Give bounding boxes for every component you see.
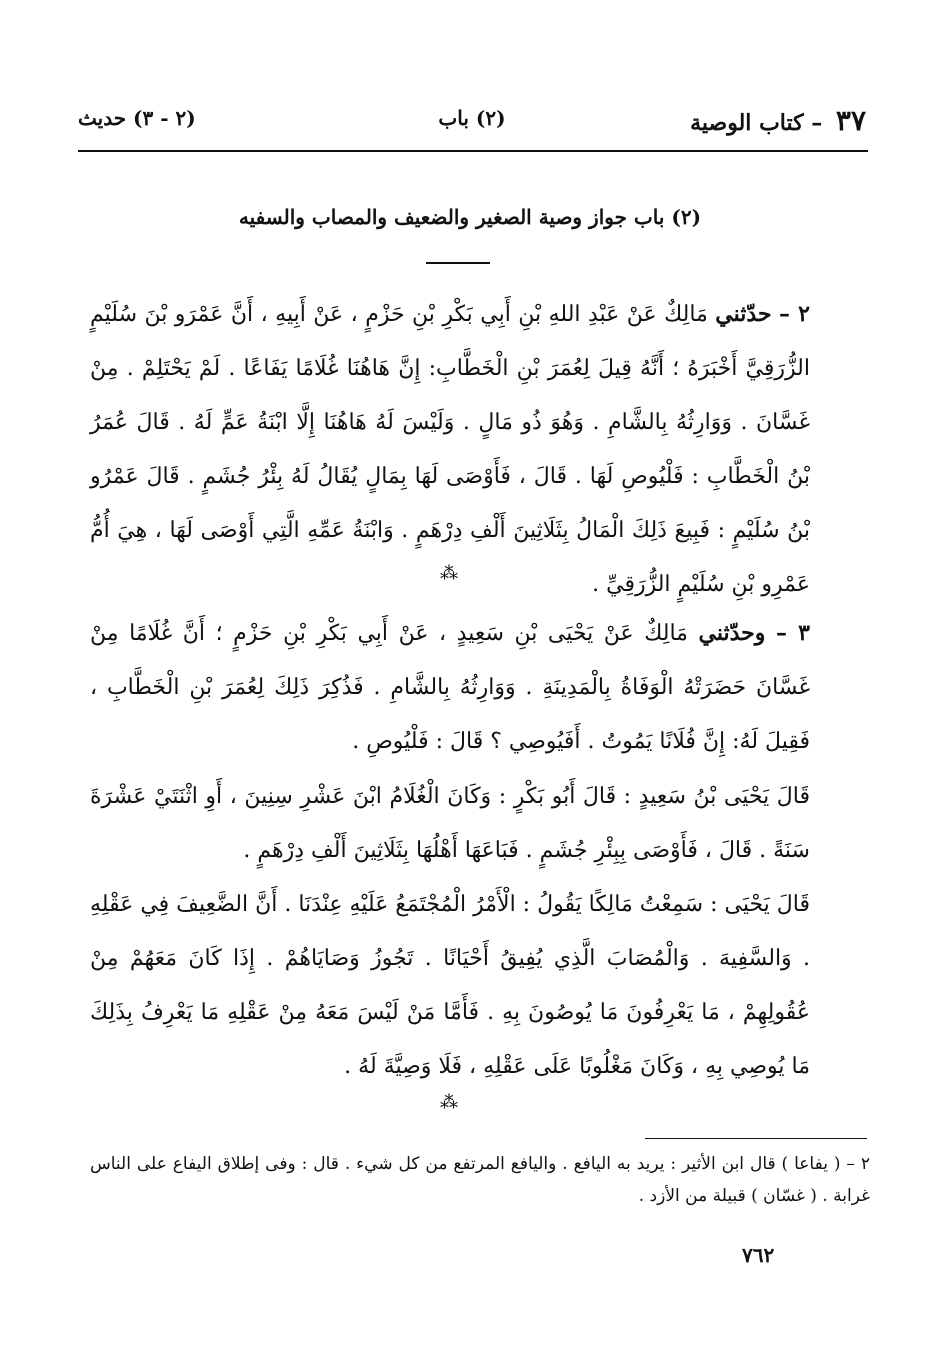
hadith-lead-word: وحدّثني — [698, 620, 766, 646]
hadith-paragraph — [90, 606, 810, 769]
separator-stars: ⁂ — [440, 563, 456, 584]
header-book-name: – كتاب الوصية — [690, 110, 823, 136]
footnote: ٢ – ( يفاعا ) قال ابن الأثير : يريد به اليافع . واليافع المرتفع من كل شيء . قال : وفى إطلاق اليفاع على الناس غرابة . ( غسّان ) قبيلة من الأزد . — [90, 1154, 870, 1206]
chapter-title: (٢) باب جواز وصية الصغير والضعيف والمصاب والسفيه — [238, 205, 702, 229]
hadith-number: ٢ – — [779, 301, 810, 327]
page-number: ٧٦٢ — [742, 1243, 775, 1267]
hadith-number: ٣ – — [775, 620, 810, 646]
separator-stars: ⁂ — [440, 1092, 456, 1113]
running-header — [78, 104, 866, 148]
title-rule — [426, 262, 490, 264]
commentary-paragraph: قَالَ يَحْيَى بْنُ سَعِيدٍ : قَالَ أَبُو بَكْرٍ : وَكَانَ الْغُلَامُ ابْنَ عَشْرِ سِنِينَ ، أَوِ اثْنَتَيْ عَشْرَةَ سَنَةً . قَالَ ، فَأَوْصَى بِبِئْرِ جُشَمٍ . فَبَاعَهَا أَهْلُهَا بِثَلَاثِينَ أَلْفِ دِرْهَمٍ . — [90, 784, 810, 863]
header-chapter: (٢) باب — [438, 106, 506, 130]
header-rule — [78, 150, 868, 152]
header-page-code: ٣٧ — [835, 104, 866, 137]
hadith-text: مَالِكٌ عَنْ يَحْيَى بْنِ سَعِيدٍ ، عَنْ أَبِي بَكْرِ بْنِ حَزْمٍ ؛ أَنَّ غُلَامًا مِنْ غَسَّانَ حَضَرَتْهُ الْوَفَاةُ بِالْمَدِينَةِ . وَوَارِثُهُ بِالشَّامِ . فَذُكِرَ ذَلِكَ لِعُمَرَ بْنِ الْخَطَّابِ ، فَقِيلَ لَهُ: إِنَّ فُلَانًا يَمُوتُ . أَفَيُوصِي ؟ قَالَ : فَلْيُوصِ . — [90, 621, 810, 754]
footnote-rule — [645, 1138, 867, 1139]
hadith-lead-word: حدّثني — [715, 301, 772, 327]
header-hadith-range: (٢ - ٣) حديث — [78, 106, 196, 130]
header-book-title — [690, 104, 866, 137]
commentary-paragraph: قَالَ يَحْيَى : سَمِعْتُ مَالِكًا يَقُولُ : الْأَمْرُ الْمُجْتَمَعُ عَلَيْهِ عِنْدَنَا . أَنَّ الضَّعِيفَ فِي عَقْلِهِ . وَالسَّفِيهَ . وَالْمُصَابَ الَّذِي يُفِيقُ أَحْيَانًا . تَجُوزُ وَصَايَاهُمْ . إِذَا كَانَ مَعَهُمْ مِنْ عُقُولِهِمْ ، مَا يَعْرِفُونَ مَا يُوصُونَ بِهِ . فَأَمَّا مَنْ لَيْسَ مَعَهُ مِنْ عَقْلِهِ مَا يَعْرِفُ بِذَلِكَ مَا يُوصِي بِهِ ، وَكَانَ مَغْلُوبًا عَلَى عَقْلِهِ ، فَلَا وَصِيَّةَ لَهُ . — [90, 892, 810, 1079]
hadith-text: مَالِكٌ عَنْ عَبْدِ اللهِ بْنِ أَبِي بَكْرِ بْنِ حَزْمٍ ، عَنْ أَبِيهِ ، أَنَّ عَمْرَو بْنَ سُلَيْمٍ الزُّرَقِيَّ أَخْبَرَهُ ؛ أَنَّهُ قِيلَ لِعُمَرَ بْنِ الْخَطَّابِ: إِنَّ هَاهُنَا غُلَامًا يَفَاعًا . لَمْ يَحْتَلِمْ . مِنْ غَسَّانَ . وَوَارِثُهُ بِالشَّامِ . وَهُوَ ذُو مَالٍ . وَلَيْسَ لَهُ هَاهُنَا إِلَّا ابْنَةُ عَمٍّ لَهُ . قَالَ عُمَرُ بْنُ الْخَطَّابِ : فَلْيُوصِ لَهَا . قَالَ ، فَأَوْصَى لَهَا بِمَالٍ يُقَالُ لَهُ بِئْرُ جُشَمٍ . قَالَ عَمْرُو بْنُ سُلَيْمٍ : فَبِيعَ ذَلِكَ الْمَالُ بِثَلَاثِينَ أَلْفِ دِرْهَمٍ . وَابْنَةُ عَمِّهِ الَّتِي أَوْصَى لَهَا ، هِيَ أُمُّ عَمْرِو بْنِ سُلَيْمٍ الزُّرَقِيِّ . — [90, 302, 810, 597]
